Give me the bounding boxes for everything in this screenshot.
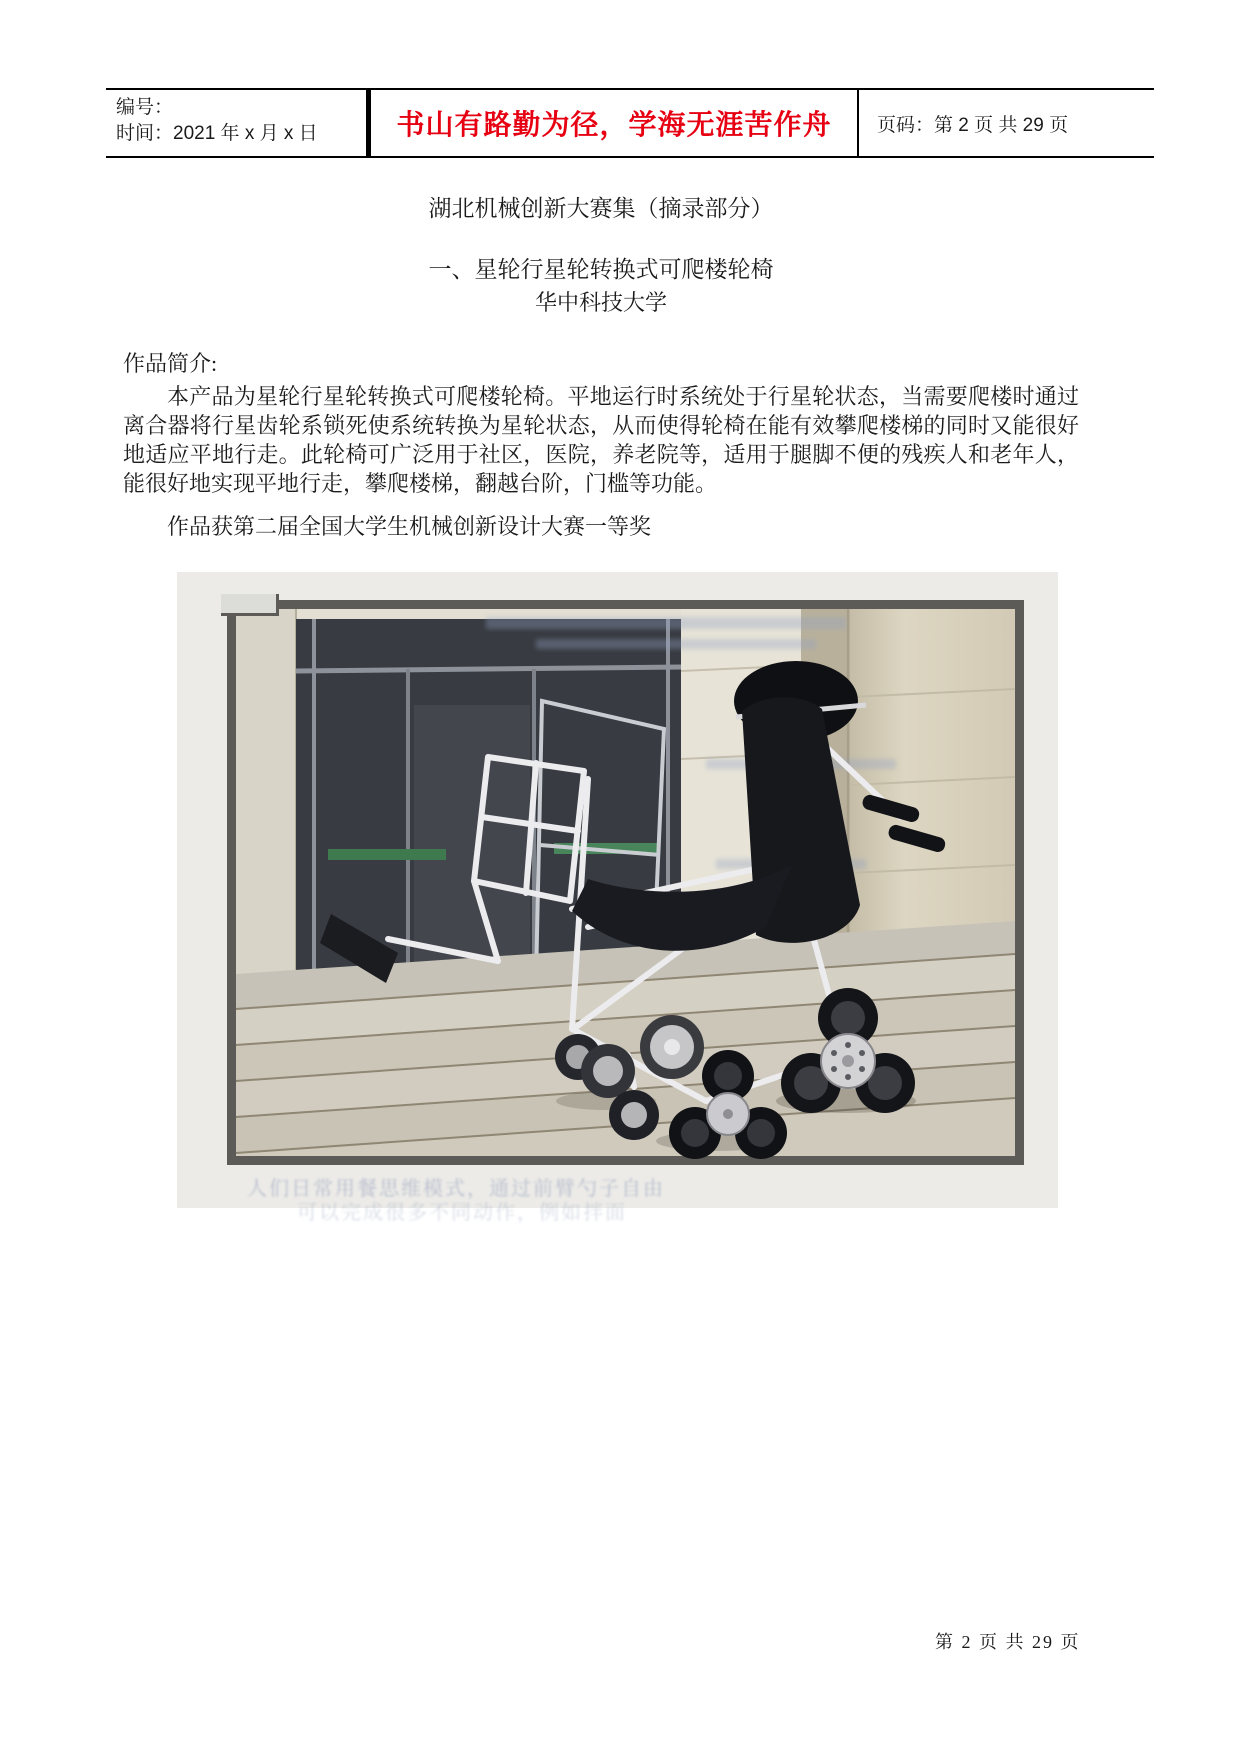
- photo-frame-notch: [221, 594, 279, 616]
- header-slogan: 书山有路勤为径，学海无涯苦作舟: [396, 110, 832, 141]
- header-code-label: 编号：: [116, 97, 174, 118]
- scanned-figure-region: [177, 572, 1058, 1224]
- page-title: 湖北机械创新大赛集（摘录部分）: [428, 196, 774, 221]
- bleed-through-text-1: 人们日常用餐思维模式，通过前臂勺子自由: [247, 1178, 665, 1200]
- intro-paragraph: 本产品为星轮行星轮转换式可爬楼轮椅。平地运行时系统处于行星轮状态，当需要爬楼时通过离合器将行星齿轮系锁死使系统转换为星轮状态，从而使得轮椅在能有效攀爬楼梯的同时又能很好地适应平地行走。此轮椅可广泛用于社区，医院，养老院等，适用于腿脚不便的残疾人和老年人，能很好地实现平地行走，攀爬楼梯，翻越台阶，门槛等功能。: [123, 384, 1079, 496]
- university-line: 华中科技大学: [534, 290, 667, 315]
- document-content: [123, 190, 1079, 541]
- header-date-line: 时间：2021 年 x 月 x 日: [116, 123, 318, 144]
- wheelchair-photo-illustration: [236, 609, 1015, 1156]
- bleed-through-text-2: 可以完成很多不同动作，例如拌面: [297, 1202, 627, 1224]
- header-left-cell: [106, 90, 366, 156]
- header-page-cell: [859, 90, 1154, 156]
- header-slogan-cell: [366, 90, 859, 156]
- section-heading: 一、星轮行星轮转换式可爬楼轮椅: [428, 257, 774, 282]
- header-table: [106, 88, 1154, 158]
- wheelchair-photo: [227, 600, 1024, 1165]
- footer-page-number: 第 2 页 共 29 页: [935, 1632, 1081, 1652]
- award-line: 作品获第二届全国大学生机械创新设计大赛一等奖: [167, 514, 652, 539]
- header-page-info: 页码：第 2 页 共 29 页: [877, 114, 1069, 136]
- intro-label: 作品简介:: [123, 351, 218, 376]
